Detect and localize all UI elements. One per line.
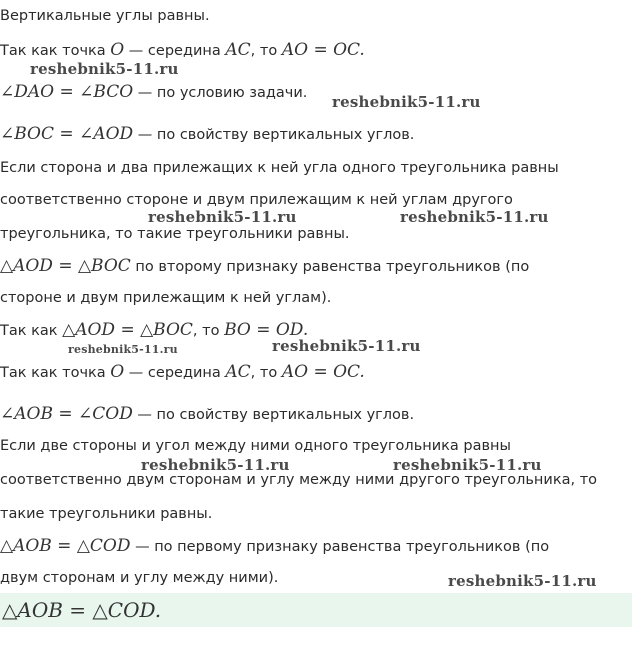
text: — середина: [124, 365, 226, 381]
text: двум сторонам и углу между ними).: [0, 570, 279, 586]
watermark: reshebnik5-11.ru: [332, 93, 481, 111]
math: AC: [225, 362, 251, 382]
math: BO = OD.: [224, 320, 309, 340]
watermark: reshebnik5-11.ru: [68, 343, 178, 356]
text: Если сторона и два прилежащих к ней угла одного треугольника равны: [0, 160, 559, 176]
text-line: [0, 536, 549, 557]
text: Так как точка: [0, 43, 111, 59]
math: ∠BOC = ∠AOD: [0, 124, 134, 144]
math: △AOD = △BOC: [0, 256, 131, 276]
math: ∠DAO = ∠BCO: [0, 82, 134, 102]
text: , то: [192, 323, 225, 339]
text-line: [0, 82, 307, 103]
text: — середина: [124, 43, 226, 59]
text-line: [0, 436, 511, 456]
text: соответственно двум сторонам и углу между ними другого треугольника, то: [0, 472, 598, 488]
math: O: [110, 40, 125, 60]
text: соответственно стороне и двум прилежащим к ней углам другого: [0, 192, 513, 208]
watermark: reshebnik5-11.ru: [141, 456, 290, 474]
math: O: [110, 362, 125, 382]
text: , то: [250, 43, 282, 59]
watermark: reshebnik5-11.ru: [148, 208, 297, 226]
text: — по условию задачи.: [133, 85, 308, 101]
text-line: [0, 40, 365, 61]
text: по второму признаку равенства треугольников (по: [130, 259, 530, 275]
math: △AOD = △BOC: [62, 320, 193, 340]
text: — по свойству вертикальных углов.: [132, 407, 415, 423]
watermark: reshebnik5-11.ru: [30, 60, 179, 78]
text: Так как точка: [0, 365, 111, 381]
math: △AOB = △COD: [0, 536, 131, 556]
text-line: [0, 190, 513, 210]
math: AO = OC.: [281, 40, 365, 60]
text: — по первому признаку равенства треугольников (по: [130, 539, 550, 555]
answer-math: △AOB = △COD.: [2, 598, 162, 622]
watermark: reshebnik5-11.ru: [393, 456, 542, 474]
text: — по свойству вертикальных углов.: [133, 127, 415, 143]
text-line: [0, 124, 414, 145]
text-line: [0, 362, 365, 383]
text: , то: [250, 365, 282, 381]
math: AO = OC.: [281, 362, 365, 382]
text-line: [0, 288, 331, 308]
text-line: [0, 6, 210, 26]
text: Так как: [0, 323, 63, 339]
text-line: [0, 158, 559, 178]
text-line: [0, 224, 350, 244]
math: AC: [225, 40, 251, 60]
text-line: [0, 404, 414, 425]
watermark: reshebnik5-11.ru: [448, 572, 597, 590]
text-line: [0, 568, 278, 588]
watermark: reshebnik5-11.ru: [400, 208, 549, 226]
text: Если две стороны и угол между ними одного треугольника равны: [0, 438, 511, 454]
text: такие треугольники равны.: [0, 506, 213, 522]
text: Вертикальные углы равны.: [0, 8, 210, 24]
answer-box: [0, 593, 632, 627]
math: ∠AOB = ∠COD: [0, 404, 133, 424]
text-line: [0, 504, 212, 524]
text-line: [0, 256, 529, 277]
text: стороне и двум прилежащим к ней углам).: [0, 290, 332, 306]
text: треугольника, то такие треугольники равны.: [0, 226, 350, 242]
text-line: [0, 320, 308, 341]
watermark: reshebnik5-11.ru: [272, 337, 421, 355]
